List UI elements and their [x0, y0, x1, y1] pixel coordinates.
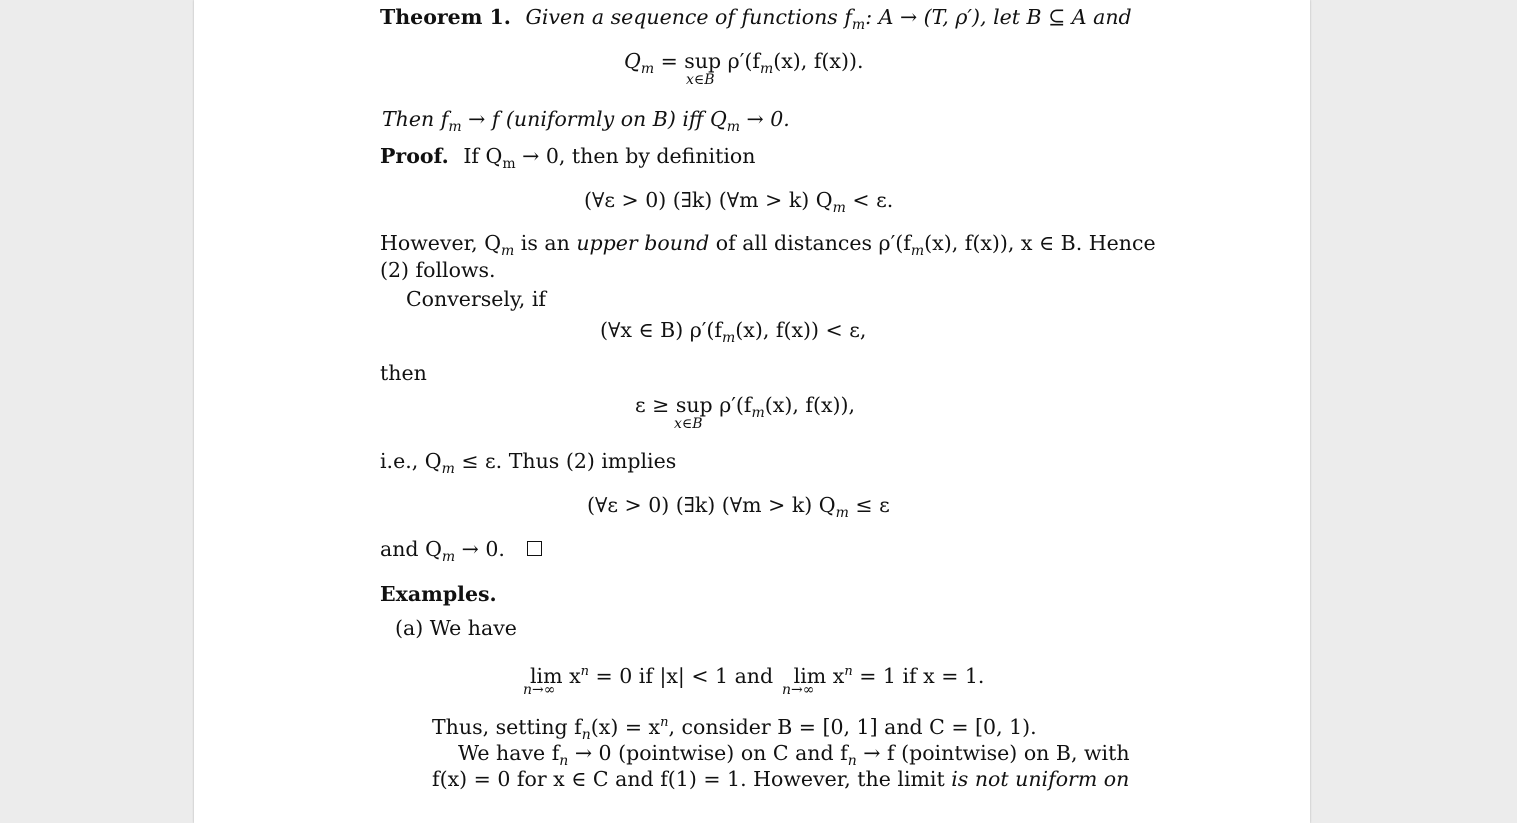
equation-forall-x: (∀x ∈ B) $\rho'(f_m(x)$, f(x)) < ε,: [600, 318, 867, 346]
equation-epsilon-sup: ε ≥ sup $\rho'(f_m(x)$, f(x)),: [635, 393, 856, 421]
limit-not-uniform-line: f(x) = 0 for x ∈ C and f(1) = 1. However, the limit is not uniform on: [432, 767, 1130, 791]
equation-epsilon-leq: (∀ε > 0) (∃k) (∀m > k) $Q_m \le \varepsilon$: [587, 493, 890, 521]
conversely-line: Conversely, if: [406, 287, 546, 311]
theorem-label: Theorem 1.: [380, 5, 511, 29]
proof-first-line: Proof. If $Q_m \to 0$, then by definition: [380, 144, 756, 172]
proof-label: Proof.: [380, 144, 449, 168]
however-paragraph-line2: (2) follows.: [380, 258, 496, 282]
however-paragraph-line1: However, $Q_m$ is an upper bound of all distances $\rho'(f_m(x)$, f(x)), x ∈ B. Hence: [380, 231, 1156, 259]
we-have-line: We have $f_n \to 0$ (pointwise) on C and $f_n \to f$ (pointwise) on B, with: [458, 741, 1130, 769]
qed-square-icon: [527, 541, 542, 556]
thus-setting-line: Thus, setting $f_n(x) = x^n$, consider B = [0, 1] and C = [0, 1).: [432, 715, 1037, 743]
lim1-subscript: n→∞: [523, 682, 556, 698]
example-a-line: (a) We have: [395, 616, 517, 640]
theorem-statement: Theorem 1. Given a sequence of functions $f_m$: A → (T, ρ′), let B ⊆ A and: [380, 5, 1132, 33]
paper-page: [194, 0, 1310, 823]
examples-heading: Examples.: [380, 582, 497, 606]
equation-epsilon-strict: (∀ε > 0) (∃k) (∀m > k) $Q_m < \varepsilon$.: [584, 188, 894, 216]
lim2-subscript: n→∞: [782, 682, 815, 698]
theorem-conclusion: Then $f_m \to f$ (uniformly on B) iff $Q_m \to 0$.: [382, 107, 790, 135]
then-line: then: [380, 361, 427, 385]
eq3-sup-subscript: x∈B: [674, 416, 703, 432]
q-definition-equation: $Q_m$ = sup $\rho'(f_m(x)$, f(x)).: [624, 49, 864, 77]
proof-end-line: and $Q_m \to 0$.: [380, 537, 542, 569]
limit-equation: $\lim x^n = 0$ if |x| < 1 and $\lim x^n = 1$ if x = 1.: [530, 664, 985, 688]
ie-line: i.e., $Q_m \le \varepsilon$. Thus (2) implies: [380, 449, 677, 477]
q-sup-subscript: x∈B: [686, 72, 715, 88]
